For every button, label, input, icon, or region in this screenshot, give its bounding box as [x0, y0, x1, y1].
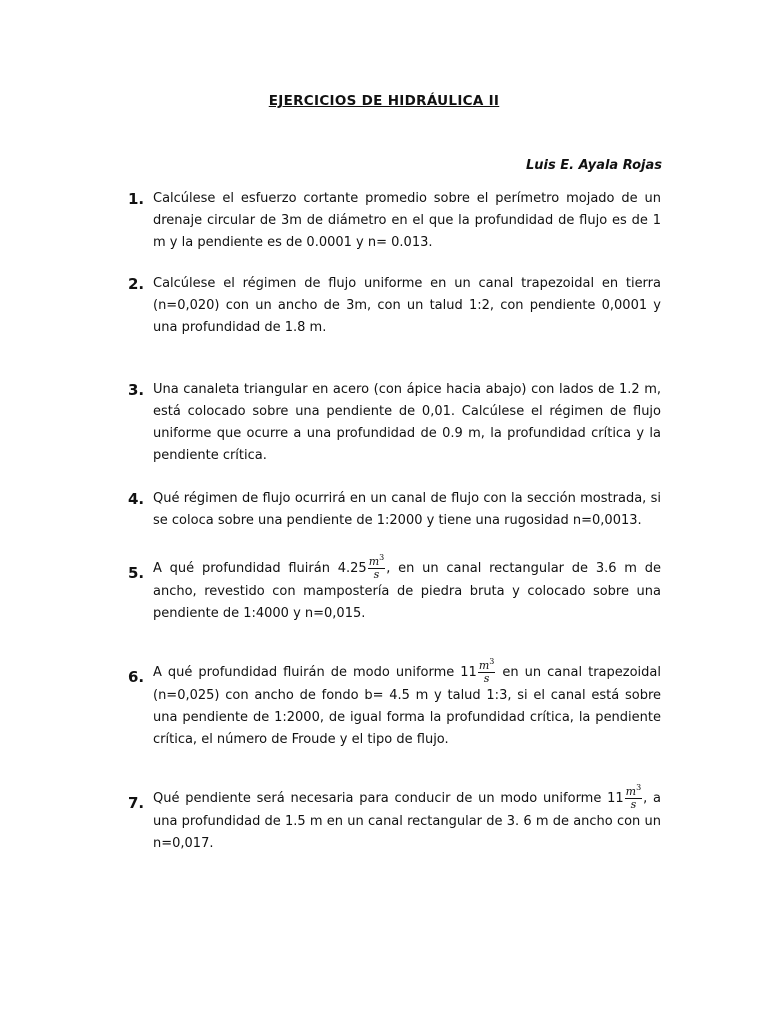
exercise-text-after: en un canal trapezoidal (n=0,025) con ancho de fondo b= 4.5 m y talud 1:3, si el canal está sobre una pendiente de 1:2000, de igual forma la profundidad crítica, la pendiente crítica, el número de Froude y el tipo de flujo.	[153, 665, 661, 747]
exercise-text-after: , a una profundidad de 1.5 m en un canal rectangular de 3. 6 m de ancho con un n=0,017.	[153, 791, 662, 851]
exercise-text	[153, 657, 661, 751]
exercise-text: Calcúlese el esfuerzo cortante promedio sobre el perímetro mojado de un drenaje circular de 3m de diámetro en el que la profundidad de flujo es de 1 m y la pendiente es de 0.0001 y n= 0.013.	[153, 191, 661, 250]
flow-unit-fraction: $\frac{m^3}{s}$	[625, 783, 642, 811]
exercise-4	[128, 488, 661, 532]
exercise-1	[128, 188, 661, 254]
exercise-number: 2.	[128, 275, 145, 293]
exercise-text	[153, 783, 662, 855]
exercise-text	[153, 553, 661, 625]
page-title: EJERCICIOS DE HIDRÁULICA II	[268, 93, 500, 109]
exercise-number: 5.	[128, 564, 145, 582]
exercise-text: Qué régimen de flujo ocurrirá en un canal de flujo con la sección mostrada, si se coloca sobre una pendiente de 1:2000 y tiene una rugosidad n=0,0013.	[153, 491, 661, 528]
exercise-number: 3.	[128, 381, 145, 399]
exercise-6	[128, 657, 661, 751]
exercise-text-before: Qué pendiente será necesaria para conducir de un modo uniforme 11	[153, 791, 624, 806]
exercise-number: 1.	[128, 190, 145, 208]
exercise-number: 4.	[128, 490, 145, 508]
exercise-2	[128, 273, 661, 339]
exercise-number: 7.	[128, 794, 145, 812]
flow-unit-fraction: $\frac{m^3}{s}$	[368, 553, 385, 581]
exercise-text: Una canaleta triangular en acero (con ápice hacia abajo) con lados de 1.2 m, está colocado sobre una pendiente de 0,01. Calcúlese el régimen de flujo uniforme que ocurre a una profundidad de 0.9 m, la profundidad crítica y la pendiente crítica.	[153, 382, 661, 463]
author-name: Luis E. Ayala Rojas	[526, 158, 662, 173]
exercise-7	[128, 783, 662, 855]
exercise-text-before: A qué profundidad fluirán de modo uniforme 11	[153, 665, 477, 680]
exercise-3	[128, 379, 661, 467]
exercise-number: 6.	[128, 668, 145, 686]
exercise-text-before: A qué profundidad fluirán 4.25	[153, 561, 367, 576]
exercise-5	[128, 553, 661, 625]
flow-unit-fraction: $\frac{m^3}{s}$	[478, 657, 495, 685]
exercise-text-after: , en un canal rectangular de 3.6 m de ancho, revestido con mampostería de piedra bruta y colocado sobre una pendiente de 1:4000 y n=0,015.	[153, 561, 661, 621]
exercise-text: Calcúlese el régimen de flujo uniforme en un canal trapezoidal en tierra (n=0,020) con un ancho de 3m, con un talud 1:2, con pendiente 0,0001 y una profundidad de 1.8 m.	[153, 276, 661, 335]
